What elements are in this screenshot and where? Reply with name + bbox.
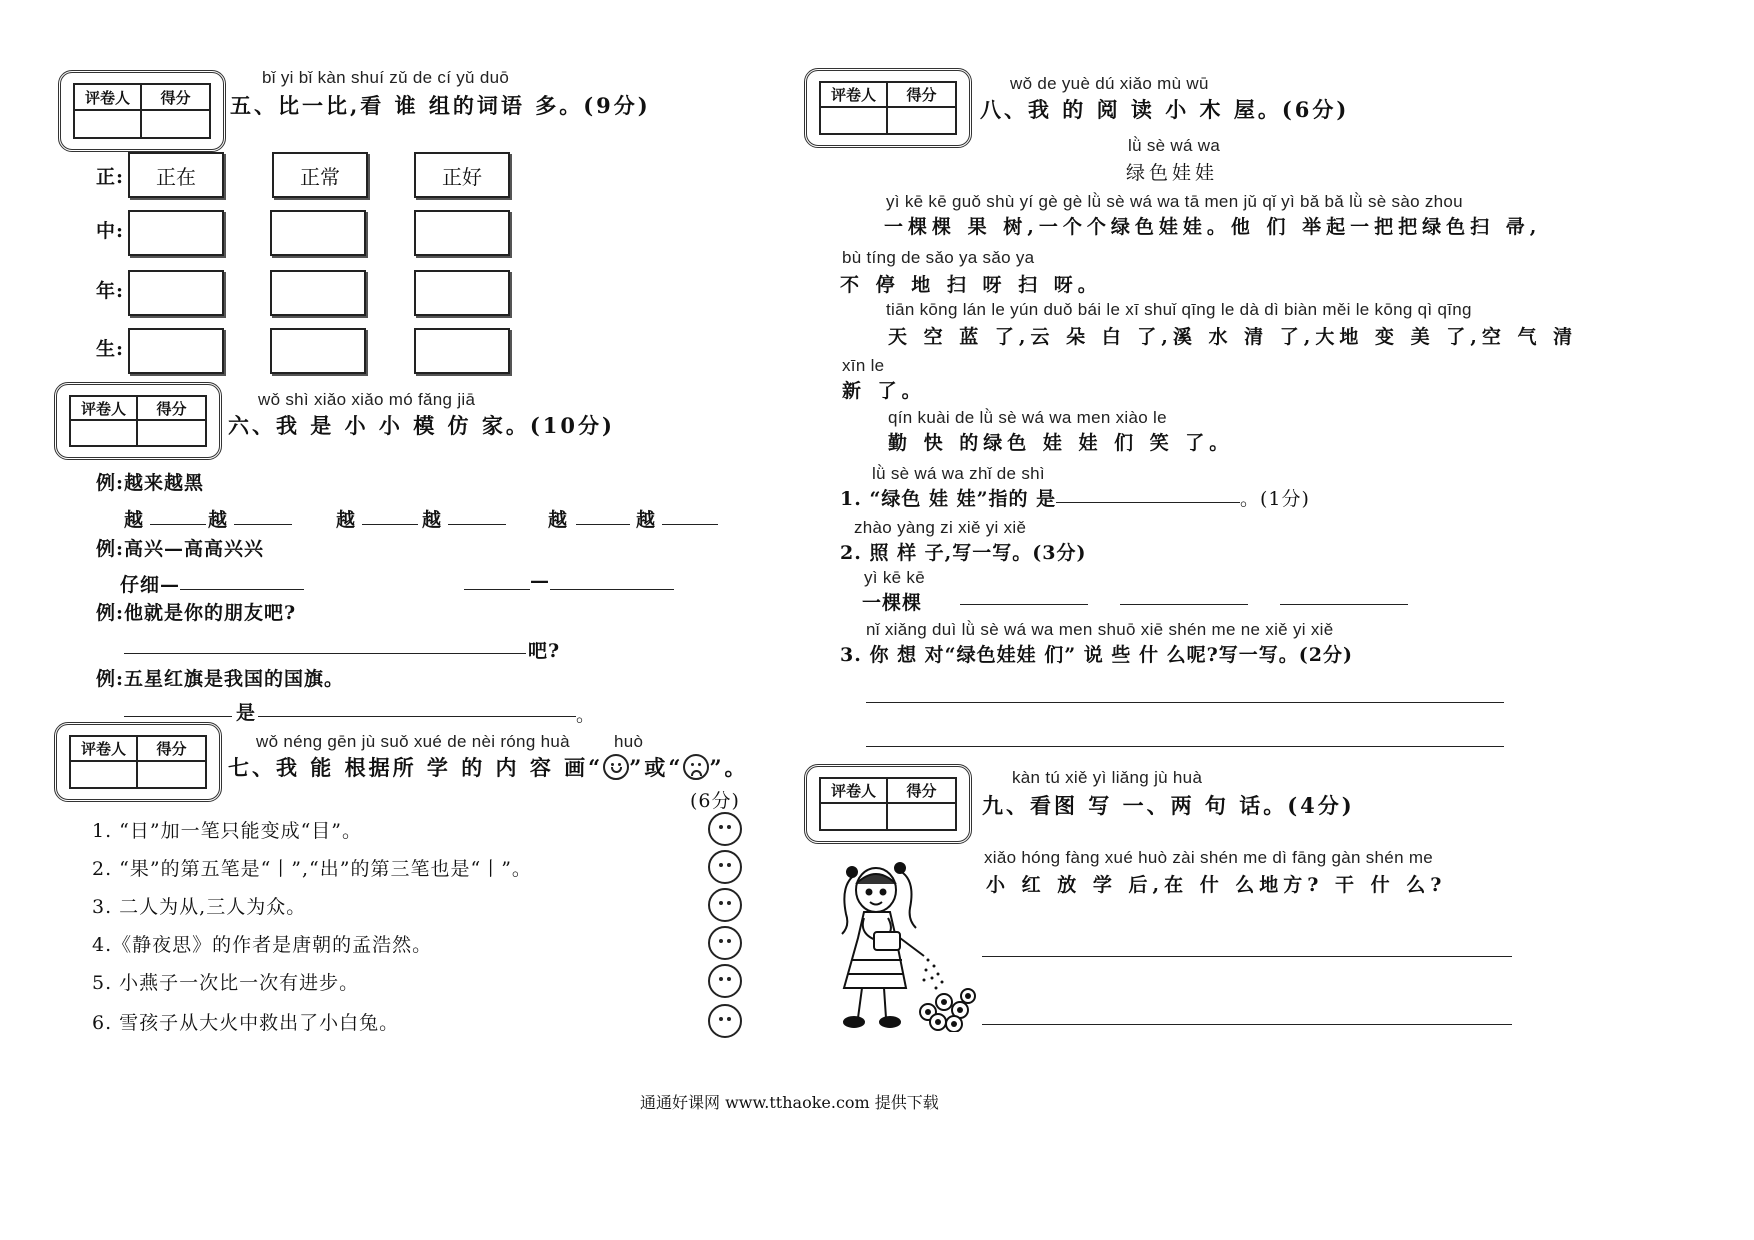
example-4: 例:五星红旗是我国的国旗。 <box>96 668 345 690</box>
footer-credit: 通通好课网 www.tthaoke.com 提供下载 <box>640 1093 939 1112</box>
yue-char: 越 <box>336 509 357 531</box>
sec6-pinyin: wǒ shì xiǎo xiǎo mó fǎng jiā <box>258 390 476 409</box>
sec5-title: 五、比一比,看 谁 组的词语 多。(9分) <box>230 93 651 118</box>
reviewer-label: 评卷人 <box>71 737 138 762</box>
sec9-q-pinyin: xiǎo hóng fàng xué huò zài shén me dì fāng gàn shén me <box>984 848 1434 867</box>
answer-box[interactable] <box>128 270 224 316</box>
sec7-title-or: ”或“ <box>629 755 684 780</box>
score-label: 得分 <box>138 737 205 762</box>
answer-line[interactable] <box>866 702 1504 703</box>
answer-line[interactable] <box>982 956 1512 957</box>
sec8-title: 八、我 的 阅 读 小 木 屋。(6分) <box>980 97 1350 122</box>
blank-face-icon[interactable] <box>708 888 742 922</box>
sec7-points: (6分) <box>690 790 740 812</box>
answer-box[interactable] <box>414 210 510 256</box>
dash: — <box>530 570 550 592</box>
row-label-sheng: 生: <box>96 338 125 360</box>
reviewer-label: 评卷人 <box>75 85 142 111</box>
story-title-pinyin: lǜ sè wá wa <box>1128 136 1221 155</box>
p2-text: 不 停 地 扫 呀 扫 呀。 <box>840 274 1102 296</box>
reviewer-cell[interactable] <box>71 762 138 787</box>
example-1: 例:越来越黑 <box>96 472 205 494</box>
p5-pinyin: qín kuài de lǜ sè wá wa men xiào le <box>888 408 1167 427</box>
score-box-8 <box>804 68 972 148</box>
score-cell[interactable] <box>138 762 205 787</box>
judge-item: 5. 小燕子一次比一次有进步。 <box>92 972 360 994</box>
sec9-q: 小 红 放 学 后,在 什 么地方? 干 什 么? <box>986 874 1447 896</box>
sec6-title: 六、我 是 小 小 模 仿 家。(10分) <box>228 413 615 438</box>
word-box: 正在 <box>128 152 224 198</box>
yue-char: 越 <box>208 509 229 531</box>
reviewer-cell[interactable] <box>71 421 138 445</box>
reviewer-label: 评卷人 <box>821 779 888 804</box>
yue-char: 越 <box>124 509 145 531</box>
word-box: 正好 <box>414 152 510 198</box>
q1-pinyin: lǜ sè wá wa zhǐ de shì <box>872 464 1045 483</box>
answer-box[interactable] <box>414 328 510 374</box>
sec7-title-end: ”。 <box>709 755 749 780</box>
row-label-zhong: 中: <box>96 220 125 242</box>
answer-box[interactable] <box>270 328 366 374</box>
q2-text: 2. 照 样 子,写一写。(3分) <box>840 542 1087 564</box>
answer-blank[interactable] <box>124 653 526 654</box>
frown-icon <box>683 754 709 780</box>
sec7-title-text: 七、我 能 根据所 学 的 内 容 画“ <box>228 755 604 780</box>
score-cell[interactable] <box>888 804 955 829</box>
judge-item: 4.《静夜思》的作者是唐朝的孟浩然。 <box>92 934 433 956</box>
row-label-zheng: 正: <box>96 166 125 188</box>
answer-blank[interactable] <box>258 716 576 717</box>
word-box: 正常 <box>272 152 368 198</box>
period: 。 <box>576 704 597 726</box>
score-box-9 <box>804 764 972 844</box>
q1-end: 。(1分) <box>1240 488 1310 510</box>
q2-example: 一棵棵 <box>862 592 923 614</box>
q3-pinyin: nǐ xiǎng duì lǜ sè wá wa men shuō xiē shén me ne xiě yi xiě <box>866 620 1334 639</box>
blank-face-icon[interactable] <box>708 964 742 998</box>
p1-text: 一棵棵 果 树,一个个绿色娃娃。他 们 举起一把把绿色扫 帚, <box>884 216 1542 238</box>
story-title: 绿色娃娃 <box>1126 162 1219 184</box>
answer-line[interactable] <box>982 1024 1512 1025</box>
answer-box[interactable] <box>128 328 224 374</box>
reviewer-label: 评卷人 <box>71 397 138 421</box>
sec7-pinyin: wǒ néng gēn jù suǒ xué de nèi róng huà <box>256 732 570 751</box>
q3-text: 3. 你 想 对“绿色娃娃 们” 说 些 什 么呢?写一写。(2分) <box>840 644 1353 666</box>
answer-box[interactable] <box>414 270 510 316</box>
p4-pinyin: xīn le <box>842 356 885 375</box>
answer-blank[interactable] <box>362 524 418 525</box>
answer-blank[interactable] <box>150 524 206 525</box>
score-box-6 <box>54 382 222 460</box>
blank-face-icon[interactable] <box>708 1004 742 1038</box>
yue-char: 越 <box>636 509 657 531</box>
answer-blank[interactable] <box>576 524 630 525</box>
yue-char: 越 <box>548 509 569 531</box>
score-box-5 <box>58 70 226 152</box>
judge-item: 2. “果”的第五笔是“丨”,“出”的第三笔也是“丨”。 <box>92 858 532 880</box>
answer-box[interactable] <box>270 270 366 316</box>
score-cell[interactable] <box>142 111 209 137</box>
reviewer-cell[interactable] <box>821 804 888 829</box>
answer-blank[interactable] <box>1120 604 1248 605</box>
sec8-pinyin: wǒ de yuè dú xiǎo mù wū <box>1010 74 1209 93</box>
answer-box[interactable] <box>270 210 366 256</box>
q2-pinyin: zhào yàng zi xiě yi xiě <box>854 518 1027 537</box>
example-3: 例:他就是你的朋友吧? <box>96 602 297 624</box>
row-label-nian: 年: <box>96 280 125 302</box>
judge-item: 3. 二人为从,三人为众。 <box>92 896 307 918</box>
yue-char: 越 <box>422 509 443 531</box>
answer-blank[interactable] <box>464 589 530 590</box>
p3-pinyin: tiān kōng lán le yún duǒ bái le xī shuǐ qīng le dà dì biàn měi le kōng qì qīng <box>886 300 1472 319</box>
score-label: 得分 <box>138 397 205 421</box>
girl-watering-illustration <box>828 852 978 1032</box>
answer-blank[interactable] <box>124 716 232 717</box>
q2-example-pinyin: yì kē kē <box>864 568 925 587</box>
score-cell[interactable] <box>888 108 955 133</box>
ba-suffix: 吧? <box>528 640 561 662</box>
score-label: 得分 <box>888 779 955 804</box>
answer-box[interactable] <box>128 210 224 256</box>
answer-blank[interactable] <box>662 524 718 525</box>
shi-char: 是 <box>236 702 257 724</box>
reviewer-label: 评卷人 <box>821 83 888 108</box>
answer-blank[interactable] <box>1056 502 1240 503</box>
answer-blank[interactable] <box>960 604 1088 605</box>
q1-text: 1. “绿色 娃 娃”指的 是 <box>840 488 1057 510</box>
example-2: 例:高兴—高高兴兴 <box>96 538 265 560</box>
answer-blank[interactable] <box>234 524 292 525</box>
reviewer-cell[interactable] <box>75 111 142 137</box>
p3-text: 天 空 蓝 了,云 朵 白 了,溪 水 清 了,大地 变 美 了,空 气 清 <box>888 326 1578 348</box>
answer-blank[interactable] <box>1280 604 1408 605</box>
answer-blank[interactable] <box>550 589 674 590</box>
sec9-title: 九、看图 写 一、两 句 话。(4分) <box>982 793 1355 818</box>
sec7-pinyin-huo: huò <box>614 732 644 751</box>
p2-pinyin: bù tíng de sǎo ya sǎo ya <box>842 248 1035 267</box>
judge-item: 1. “日”加一笔只能变成“目”。 <box>92 820 363 842</box>
judge-item: 6. 雪孩子从大火中救出了小白兔。 <box>92 1012 400 1034</box>
score-cell[interactable] <box>138 421 205 445</box>
blank-face-icon[interactable] <box>708 850 742 884</box>
score-box-7 <box>54 722 222 802</box>
score-label: 得分 <box>888 83 955 108</box>
answer-line[interactable] <box>866 746 1504 747</box>
blank-face-icon[interactable] <box>708 926 742 960</box>
p5-text: 勤 快 的绿色 娃 娃 们 笑 了。 <box>888 432 1234 454</box>
p4-text: 新 了。 <box>842 380 926 402</box>
answer-blank[interactable] <box>448 524 506 525</box>
zixi-prompt: 仔细— <box>120 574 181 596</box>
sec9-pinyin: kàn tú xiě yì liǎng jù huà <box>1012 768 1203 787</box>
reviewer-cell[interactable] <box>821 108 888 133</box>
sec7-title <box>228 752 749 782</box>
sec5-pinyin: bǐ yi bǐ kàn shuí zǔ de cí yǔ duō <box>262 68 510 87</box>
score-label: 得分 <box>142 85 209 111</box>
p1-pinyin: yì kē kē guǒ shù yí gè gè lǜ sè wá wa tā men jǔ qǐ yì bǎ bǎ lǜ sè sào zhou <box>886 192 1463 211</box>
blank-face-icon[interactable] <box>708 812 742 846</box>
answer-blank[interactable] <box>180 589 304 590</box>
smile-icon <box>603 754 629 780</box>
